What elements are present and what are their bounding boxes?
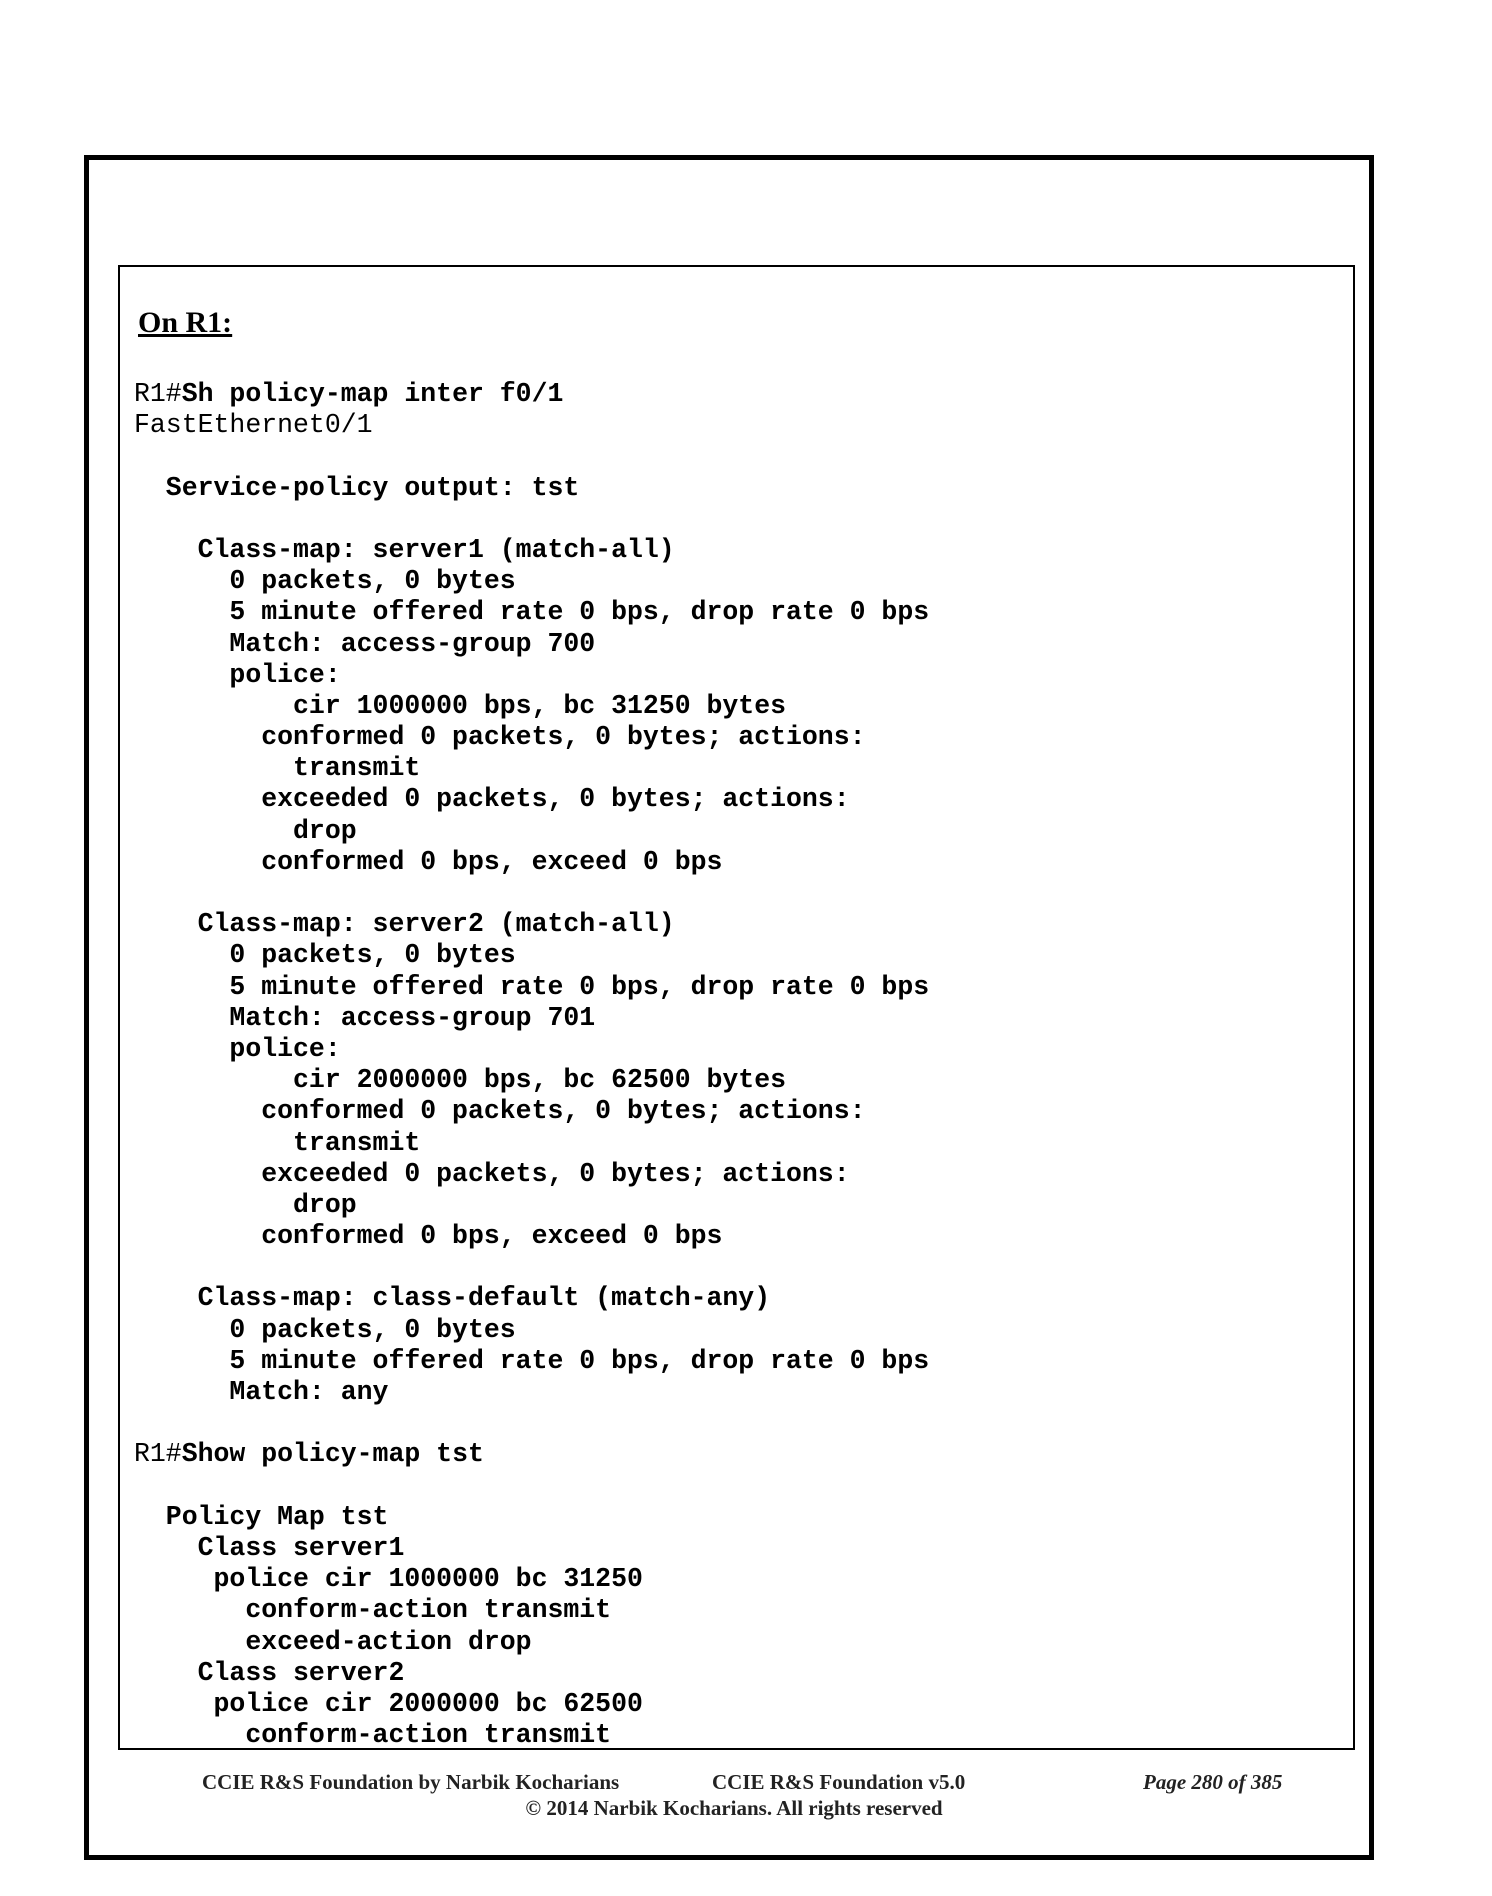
cli-text: conform-action transmit (134, 1595, 612, 1626)
cli-line (134, 1408, 929, 1439)
cli-line (134, 535, 929, 566)
cli-line (134, 691, 929, 722)
cli-line (134, 1658, 929, 1689)
cli-text: transmit (134, 1127, 421, 1158)
cli-line (134, 878, 929, 909)
cli-text: police: (134, 659, 341, 690)
cli-output-box (118, 265, 1355, 1750)
cli-text: Match: access-group 700 (134, 628, 596, 659)
cli-text: Class server2 (134, 1657, 405, 1688)
cli-line (134, 1003, 929, 1034)
cli-text: Service-policy output: tst (134, 472, 580, 503)
cli-line (134, 379, 929, 410)
cli-line (134, 1221, 929, 1252)
cli-line (134, 1315, 929, 1346)
cli-text: 5 minute offered rate 0 bps, drop rate 0 bps (134, 971, 930, 1002)
cli-text: drop (134, 1189, 357, 1220)
cli-line (134, 1439, 929, 1470)
cli-line (134, 753, 929, 784)
cli-text: transmit (134, 753, 421, 784)
cli-text: drop (134, 815, 357, 846)
cli-text: Class-map: server1 (match-all) (134, 534, 675, 565)
cli-text: conformed 0 packets, 0 bytes; actions: (134, 722, 866, 753)
cli-command: Sh policy-map inter f0/1 (181, 379, 564, 409)
cli-line (134, 1252, 929, 1283)
cli-line (134, 784, 929, 815)
cli-line (134, 1502, 929, 1533)
cli-line (134, 629, 929, 660)
cli-text: exceed-action drop (134, 1626, 532, 1657)
cli-text: 0 packets, 0 bytes (134, 1314, 516, 1345)
cli-line (134, 1159, 929, 1190)
cli-line (134, 473, 929, 504)
cli-line (134, 1128, 929, 1159)
cli-line (134, 1627, 929, 1658)
cli-line (134, 1533, 929, 1564)
cli-text: police cir 1000000 bc 31250 (134, 1564, 643, 1595)
cli-line (134, 410, 929, 441)
cli-line (134, 1096, 929, 1127)
cli-text: conform-action transmit (134, 1720, 612, 1750)
cli-text: cir 1000000 bps, bc 31250 bytes (134, 690, 787, 721)
cli-line (134, 1595, 929, 1626)
cli-command: Show policy-map tst (181, 1439, 484, 1470)
cli-line (134, 1471, 929, 1502)
cli-text: police: (134, 1033, 341, 1064)
cli-prompt: R1# (134, 1439, 182, 1470)
cli-text: exceeded 0 packets, 0 bytes; actions: (134, 784, 850, 815)
cli-prompt: R1# (134, 379, 182, 409)
cli-text: Class-map: class-default (match-any) (134, 1283, 771, 1314)
cli-line (134, 1720, 929, 1750)
cli-text: FastEthernet0/1 (134, 410, 373, 441)
cli-text: cir 2000000 bps, bc 62500 bytes (134, 1065, 787, 1096)
cli-line (134, 940, 929, 971)
cli-text: police cir 2000000 bc 62500 (134, 1688, 643, 1719)
cli-line (134, 504, 929, 535)
cli-text: conformed 0 bps, exceed 0 bps (134, 1221, 723, 1252)
cli-line (134, 722, 929, 753)
cli-text: 5 minute offered rate 0 bps, drop rate 0 bps (134, 1345, 930, 1376)
cli-output (134, 379, 929, 1750)
cli-text: Class-map: server2 (match-all) (134, 909, 675, 940)
footer-title: CCIE R&S Foundation by Narbik Kocharians (202, 1770, 620, 1794)
cli-line (134, 1065, 929, 1096)
cli-line (134, 597, 929, 628)
cli-line (134, 972, 929, 1003)
cli-text: Class server1 (134, 1532, 405, 1563)
section-heading: On R1: (138, 306, 233, 339)
cli-text: 0 packets, 0 bytes (134, 940, 516, 971)
cli-line (134, 1377, 929, 1408)
cli-line (134, 1190, 929, 1221)
cli-line (134, 1564, 929, 1595)
cli-line (134, 660, 929, 691)
cli-line (134, 909, 929, 940)
cli-text: Match: any (134, 1377, 389, 1407)
footer-copyright: © 2014 Narbik Kocharians. All rights reserved (525, 1796, 943, 1820)
cli-line (134, 847, 929, 878)
cli-line (134, 816, 929, 847)
footer-version: CCIE R&S Foundation v5.0 (712, 1770, 966, 1794)
cli-text: Match: access-group 701 (134, 1002, 596, 1033)
cli-text: conformed 0 bps, exceed 0 bps (134, 846, 723, 877)
cli-line (134, 1283, 929, 1314)
cli-line (134, 566, 929, 597)
cli-line (134, 1689, 929, 1720)
cli-text: 0 packets, 0 bytes (134, 566, 516, 597)
cli-line (134, 441, 929, 472)
cli-line (134, 1346, 929, 1377)
cli-text: exceeded 0 packets, 0 bytes; actions: (134, 1158, 850, 1189)
cli-text: conformed 0 packets, 0 bytes; actions: (134, 1096, 866, 1127)
page-number: Page 280 of 385 (1143, 1770, 1283, 1794)
cli-text: 5 minute offered rate 0 bps, drop rate 0 bps (134, 597, 930, 628)
cli-text: Policy Map tst (134, 1501, 389, 1532)
cli-line (134, 1034, 929, 1065)
